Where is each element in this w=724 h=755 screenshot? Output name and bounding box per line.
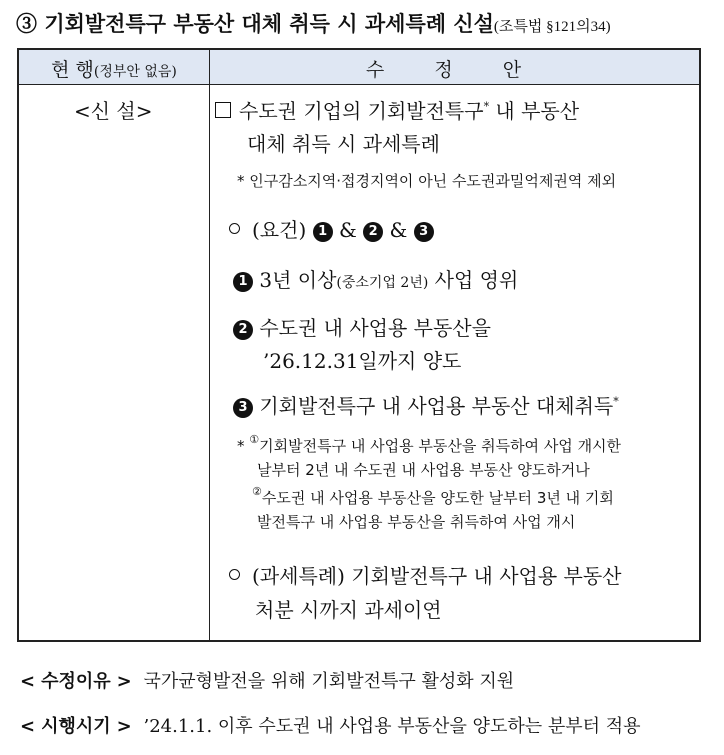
requirement-1 xyxy=(233,264,518,293)
circled-one: ① xyxy=(249,433,260,446)
current-cell: <신 설> xyxy=(74,99,153,123)
section-heading xyxy=(16,8,611,38)
law-reference: (조특법 §121의34) xyxy=(493,19,611,35)
note2-star: * xyxy=(237,437,245,455)
req3-footnote-mark: * xyxy=(613,395,619,408)
req3-text: 기회발전특구 내 사업용 부동산 대체취득 xyxy=(259,394,614,418)
note-line-4: 발전특구 내 사업용 부동산을 취득하여 사업 개시 xyxy=(257,513,576,531)
date-label: 시행시기 xyxy=(41,716,111,737)
circled-two: ② xyxy=(252,485,262,498)
comparison-table xyxy=(17,48,701,642)
note-line-2: 날부터 2년 내 수도권 내 사업용 부동산 양도하거나 xyxy=(257,461,590,479)
circle-bullet-icon xyxy=(229,223,240,234)
revision-reason xyxy=(14,667,514,693)
bracket-open: < xyxy=(20,671,36,692)
number-two-icon: 2 xyxy=(363,222,383,242)
number-two-icon: 2 xyxy=(233,320,253,340)
amp-1: & xyxy=(338,218,357,242)
bracket-close: > xyxy=(116,671,132,692)
req2-text: 수도권 내 사업용 부동산을 xyxy=(259,316,491,340)
note2-text-3: 수도권 내 사업용 부동산을 양도한 날부터 3년 내 기회 xyxy=(261,489,614,507)
date-text: ’24.1.1. 이후 수도권 내 사업용 부동산을 양도하는 분부터 적용 xyxy=(143,716,641,737)
header-current xyxy=(19,55,209,82)
number-three-icon: 3 xyxy=(233,398,253,418)
req1-note: (중소기업 2년) xyxy=(336,275,429,291)
revised-title-line2: 대체 취득 시 과세특례 xyxy=(247,132,440,156)
requirements-label: (요건) xyxy=(252,218,307,242)
section-number: ③ xyxy=(16,11,37,36)
note-exclusion: * 인구감소지역·접경지역이 아닌 수도권과밀억제권역 제외 xyxy=(237,172,617,190)
bracket-close: > xyxy=(116,716,132,737)
square-bullet-icon xyxy=(215,102,231,118)
requirement-3 xyxy=(233,390,619,419)
effective-date xyxy=(14,712,641,738)
note2-text-1: 기회발전특구 내 사업용 부동산을 취득하여 사업 개시한 xyxy=(259,437,622,455)
benefit-line2: 처분 시까지 과세이연 xyxy=(255,598,442,622)
number-one-icon: 1 xyxy=(233,272,253,292)
bracket-open: < xyxy=(20,716,36,737)
table-header xyxy=(19,50,699,85)
benefit-text: (과세특례) 기회발전특구 내 사업용 부동산 xyxy=(252,564,622,588)
header-current-note: (정부안 없음) xyxy=(93,64,177,80)
revised-title-line1 xyxy=(215,95,579,124)
header-current-label: 현 행 xyxy=(51,59,94,81)
header-revised: 수 정 안 xyxy=(365,59,544,81)
reason-label: 수정이유 xyxy=(41,671,111,692)
title-footnote-mark: * xyxy=(483,100,490,113)
benefit-line1 xyxy=(229,560,621,589)
title-text: 수도권 기업의 기회발전특구 xyxy=(239,99,484,123)
requirements-line xyxy=(229,214,434,243)
number-one-icon: 1 xyxy=(313,222,333,242)
requirement-2-line1 xyxy=(233,312,491,341)
reason-text: 국가균형발전을 위해 기회발전특구 활성화 지원 xyxy=(143,671,515,692)
req1-tail: 사업 영위 xyxy=(434,268,519,292)
note-line-1 xyxy=(237,433,621,456)
section-title: 기회발전특구 부동산 대체 취득 시 과세특례 신설 xyxy=(44,11,494,36)
requirement-2-line2: ’26.12.31일까지 양도 xyxy=(263,349,462,373)
req1-text: 3년 이상 xyxy=(259,268,337,292)
circle-bullet-icon xyxy=(229,569,240,580)
amp-2: & xyxy=(389,218,408,242)
number-three-icon: 3 xyxy=(414,222,434,242)
column-divider xyxy=(209,50,210,640)
note-line-3 xyxy=(252,485,614,508)
title-tail: 내 부동산 xyxy=(495,99,580,123)
